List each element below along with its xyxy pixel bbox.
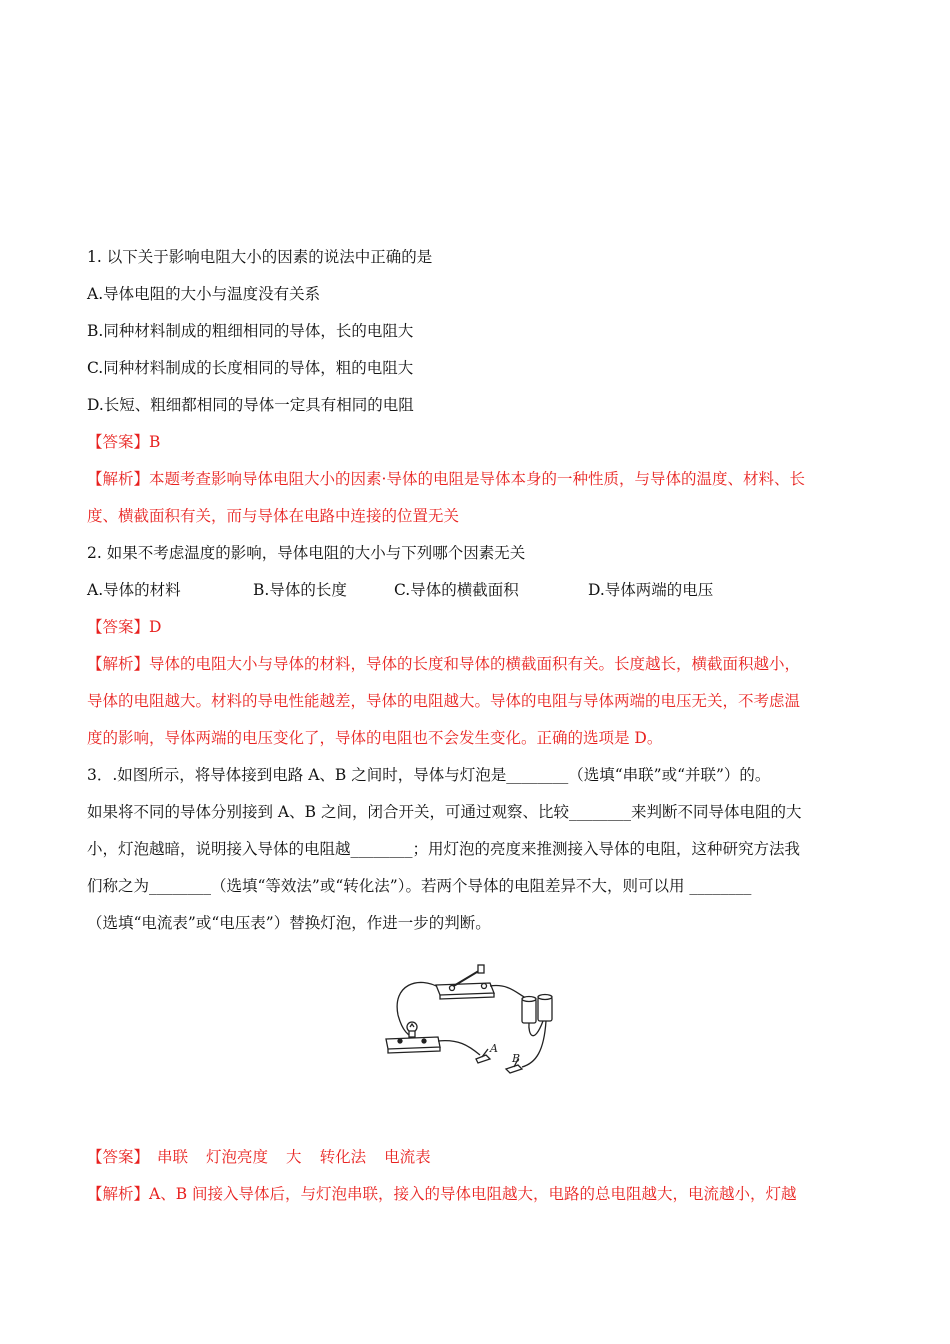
q1-analysis-line: 度、横截面积有关，而与导体在电路中连接的位置无关 (87, 507, 460, 525)
wire (397, 982, 440, 1039)
wire (522, 1021, 546, 1067)
answer-value: 转化法 (319, 1148, 367, 1166)
q2-analysis-line (87, 654, 865, 674)
q1-stem: 1. 以下关于影响电阻大小的因素的说法中正确的是 (87, 248, 433, 266)
label-a: A (490, 1042, 498, 1055)
q2-option-d: D.导体两端的电压 (588, 581, 714, 599)
q2-analysis-line: 度的影响，导体两端的电压变化了，导体的电阻也不会发生变化。正确的选项是 D。 (87, 729, 663, 747)
q2-option-c: C.导体的横截面积 (394, 581, 519, 599)
answer-tag: 【答案】 (87, 618, 150, 636)
q2-stem: 2. 如果不考虑温度的影响，导体电阻的大小与下列哪个因素无关 (87, 544, 526, 562)
analysis-tag: 【解析】 (87, 655, 150, 673)
q3-stem-line: 小，灯泡越暗，说明接入导体的电阻越________；用灯泡的亮度来推测接入导体的电阻，这种研究方法我 (87, 840, 801, 858)
analysis-text: A、B 间接入导体后，与灯泡串联，接入的导体电阻越大，电路的总电阻越大，电流越小，灯越 (149, 1185, 797, 1203)
label-b: B (512, 1052, 521, 1065)
wire (490, 986, 528, 999)
q1-option-d: D.长短、粗细都相同的导体一定具有相同的电阻 (87, 396, 414, 414)
circuit-diagram (378, 955, 558, 1080)
q1-answer (87, 432, 865, 452)
answer-value: D (149, 618, 162, 636)
q1-option-b: B.同种材料制成的粗细相同的导体，长的电阻大 (87, 322, 414, 340)
q3-answer (87, 1147, 865, 1167)
wire (438, 1041, 480, 1055)
answer-tag: 【答案】 (87, 1148, 150, 1166)
answer-value: 串联 (157, 1148, 189, 1166)
q3-stem-line: （选填“电流表”或“电压表”）替换灯泡，作进一步的判断。 (87, 914, 491, 932)
analysis-text: 本题考查影响导体电阻大小的因素·导体的电阻是导体本身的一种性质，与导体的温度、材料、长 (149, 470, 805, 488)
answer-value: 大 (286, 1148, 302, 1166)
analysis-tag: 【解析】 (87, 1185, 150, 1203)
answer-value: B (149, 433, 161, 451)
battery-right (538, 995, 552, 1022)
analysis-tag: 【解析】 (87, 470, 150, 488)
q2-analysis-line: 导体的电阻越大。材料的导电性能越差，导体的电阻越大。导体的电阻与导体两端的电压无关，不考虑温 (87, 692, 801, 710)
q2-option-a: A.导体的材料 (87, 581, 181, 599)
q3-analysis-line (87, 1184, 865, 1204)
q2-answer (87, 617, 865, 637)
bulb-board (386, 1037, 440, 1049)
q3-stem-line: 3．.如图所示，将导体接到电路 A、B 之间时，导体与灯泡是________（选填“串联”或“并联”）的。 (87, 766, 771, 784)
q1-analysis-line (87, 469, 865, 489)
q2-option-b: B.导体的长度 (253, 581, 347, 599)
answer-tag: 【答案】 (87, 433, 150, 451)
bulb (407, 1022, 417, 1037)
q1-option-c: C.同种材料制成的长度相同的导体，粗的电阻大 (87, 359, 414, 377)
q3-stem-line: 们称之为________（选填“等效法”或“转化法”）。若两个导体的电阻差异不大，则可以用 ________ (87, 877, 752, 895)
q3-stem-line: 如果将不同的导体分别接到 A、B 之间，闭合开关，可通过观察、比较________来判断不同导体电阻的大 (87, 803, 802, 821)
q1-option-a: A.导体电阻的大小与温度没有关系 (87, 285, 321, 303)
answer-value: 灯泡亮度 (206, 1148, 269, 1166)
answer-value: 电流表 (384, 1148, 431, 1166)
battery-left (522, 997, 536, 1024)
analysis-text: 导体的电阻大小与导体的材料，导体的长度和导体的横截面积有关。长度越长，横截面积越小， (149, 655, 801, 673)
